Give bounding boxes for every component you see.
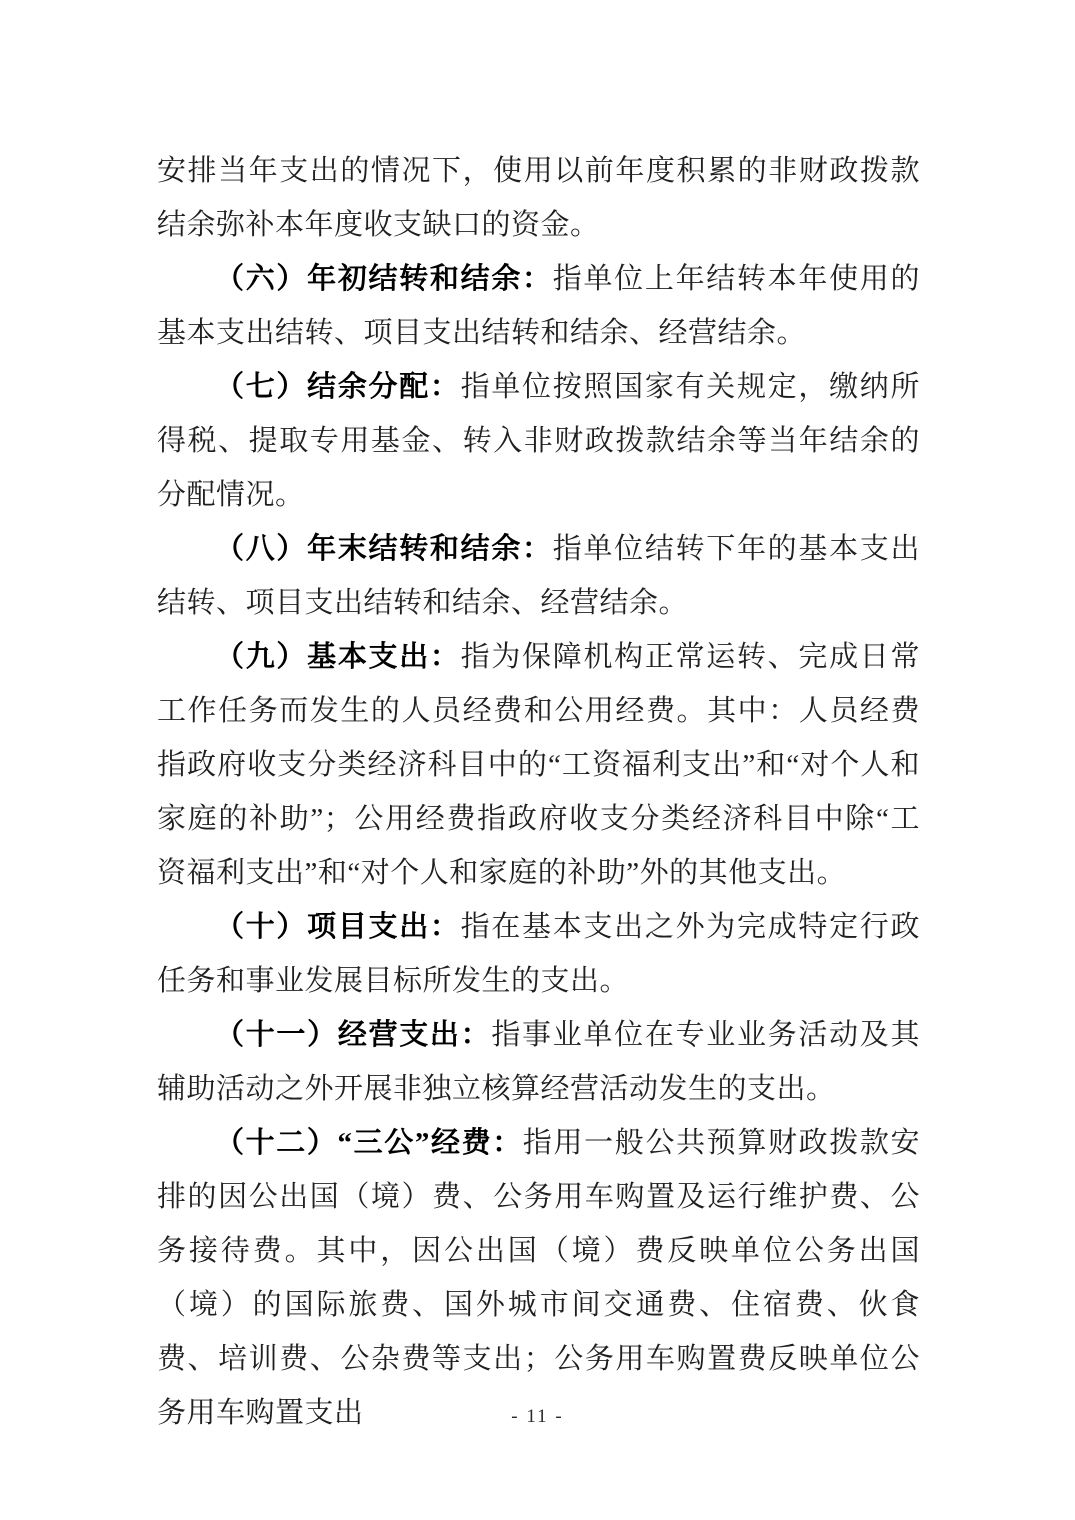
definition-item-10 [157,900,920,1008]
definition-item-12 [157,1116,920,1440]
definition-text: 指为保障机构正常运转、完成日常工作任务而发生的人员经费和公用经费。其中：人员经费指政府收支分类经济科目中的“工资福利支出”和“对个人和家庭的补助”；公用经费指政府收支分类经济科目中除“工资福利支出”和“对个人和家庭的补助”外的其他支出。 [157,641,920,889]
paragraph-text: 安排当年支出的情况下，使用以前年度积累的非财政拨款结余弥补本年度收支缺口的资金。 [157,155,920,241]
definition-item-6 [157,252,920,360]
definition-term: （七）结余分配： [215,371,461,403]
definition-term: （十）项目支出： [215,911,461,943]
definition-item-8 [157,522,920,630]
definition-text: 指事业单位在专业业务活动及其辅助活动之外开展非独立核算经营活动发生的支出。 [157,1019,920,1105]
document-body-text [157,144,920,1440]
definition-item-7 [157,360,920,522]
definition-item-9 [157,630,920,900]
paragraph-continuation [157,144,920,252]
definition-term: （十一）经营支出： [215,1019,492,1051]
definition-item-11 [157,1008,920,1116]
definition-text: 指在基本支出之外为完成特定行政任务和事业发展目标所发生的支出。 [157,911,920,997]
definition-term: （八）年末结转和结余： [215,533,553,565]
definition-term: （十二）“三公”经费： [215,1127,523,1159]
definition-text: 指用一般公共预算财政拨款安排的因公出国（境）费、公务用车购置及运行维护费、公务接待费。其中，因公出国（境）费反映单位公务出国（境）的国际旅费、国外城市间交通费、住宿费、伙食费、培训费、公杂费等支出；公务用车购置费反映单位公务用车购置支出 [157,1127,920,1429]
definition-term: （六）年初结转和结余： [215,263,553,295]
definition-term: （九）基本支出： [215,641,461,673]
definition-text: 指单位结转下年的基本支出结转、项目支出结转和结余、经营结余。 [157,533,920,619]
definition-text: 指单位按照国家有关规定，缴纳所得税、提取专用基金、转入非财政拨款结余等当年结余的分配情况。 [157,371,920,511]
definition-text: 指单位上年结转本年使用的基本支出结转、项目支出结转和结余、经营结余。 [157,263,920,349]
page-number: - 11 - [511,1406,564,1427]
